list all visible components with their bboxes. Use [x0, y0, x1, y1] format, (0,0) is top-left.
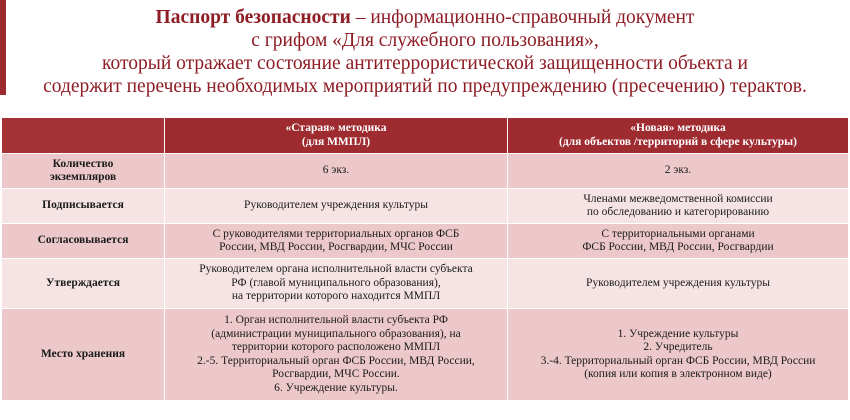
header-line-1	[0, 6, 850, 29]
header-corner	[2, 118, 165, 154]
row-label-line: Место хранения	[40, 347, 126, 360]
row-label-line: Согласовывается	[37, 234, 129, 247]
row-label	[2, 154, 165, 189]
row-label	[2, 259, 165, 309]
cell-line: С руководителями территориальных органов ФСБ	[212, 227, 460, 240]
cell-line: 1. Орган исполнительной власти субъекта РФ	[224, 314, 448, 326]
cell-old	[165, 189, 508, 224]
cell-new	[508, 259, 849, 309]
header-title-bold: Паспорт безопасности	[155, 7, 351, 28]
cell-line: 1. Учреждение культуры	[617, 327, 739, 340]
cell-line: на территории которого находится ММПЛ	[231, 290, 441, 303]
header-line-2: с грифом «Для служебного пользования»,	[251, 30, 599, 51]
column-header-new-subtitle: (для объектов /территорий в сфере культуры)	[559, 135, 797, 148]
column-header-old-subtitle: (для ММПЛ)	[301, 135, 371, 148]
cell-line: Руководителем органа исполнительной власти субъекта	[199, 263, 473, 276]
row-label	[2, 189, 165, 224]
cell-line: территории которого расположено ММПЛ	[231, 341, 441, 353]
table-row-copies	[2, 154, 849, 189]
cell-new	[508, 224, 849, 259]
cell-line: Членами межведомственной комиссии	[583, 192, 773, 205]
cell-old	[165, 259, 508, 309]
cell-line: 6 экз.	[322, 164, 350, 177]
cell-new	[508, 189, 849, 224]
cell-line: Росгвардии, МЧС России.	[272, 368, 400, 380]
table-row-signed	[2, 189, 849, 224]
page-header	[0, 6, 850, 98]
cell-old	[165, 154, 508, 189]
cell-line: Руководителем учреждения культуры	[244, 199, 428, 212]
table-row-agreed	[2, 224, 849, 259]
comparison-table	[1, 117, 849, 401]
row-label-line: Подписывается	[42, 199, 124, 212]
header-line-3: который отражает состояние антитеррористической защищенности объекта и	[102, 53, 748, 74]
column-header-old-title: «Старая» методика	[285, 122, 387, 134]
cell-line: С территориальными органами	[601, 227, 755, 240]
header-line-4: содержит перечень необходимых мероприятий по предупреждению (пресечению) терактов.	[43, 76, 807, 97]
cell-line: 3.-4. Территориальный орган ФСБ России, МВД России	[540, 354, 816, 367]
row-label-line: экземпляров	[49, 171, 117, 183]
cell-line: 2. Учредитель	[643, 341, 713, 353]
cell-line: (копия или копия в электронном виде)	[584, 368, 772, 380]
row-label	[2, 224, 165, 259]
row-label-line: Утверждается	[46, 276, 120, 289]
table-row-approved	[2, 259, 849, 309]
row-label-line: Количество	[52, 157, 114, 170]
cell-line: РФ (главой муниципального образования),	[231, 276, 441, 289]
row-label	[2, 309, 165, 401]
cell-line: Руководителем учреждения культуры	[586, 276, 770, 289]
cell-line: России, МВД России, Росгвардии, МЧС России	[219, 241, 453, 253]
header-title-rest: – информационно-справочный документ	[350, 7, 695, 28]
cell-line: ФСБ России, МВД России, Росгвардии	[582, 241, 774, 253]
cell-line: по обследованию и категорированию	[586, 206, 770, 218]
cell-line: (администрации муниципального образования), на	[211, 327, 461, 340]
column-header-new-title: «Новая» методика	[630, 122, 726, 134]
cell-line: 2.-5. Территориальный орган ФСБ России, МВД России,	[197, 354, 475, 367]
cell-new	[508, 154, 849, 189]
table-header-row	[2, 118, 849, 154]
table-row-storage	[2, 309, 849, 401]
column-header-old	[165, 118, 508, 154]
cell-line: 6. Учреждение культуры.	[274, 381, 398, 394]
cell-line: 2 экз.	[664, 164, 692, 177]
cell-old	[165, 309, 508, 401]
column-header-new	[508, 118, 849, 154]
cell-old	[165, 224, 508, 259]
cell-new	[508, 309, 849, 401]
